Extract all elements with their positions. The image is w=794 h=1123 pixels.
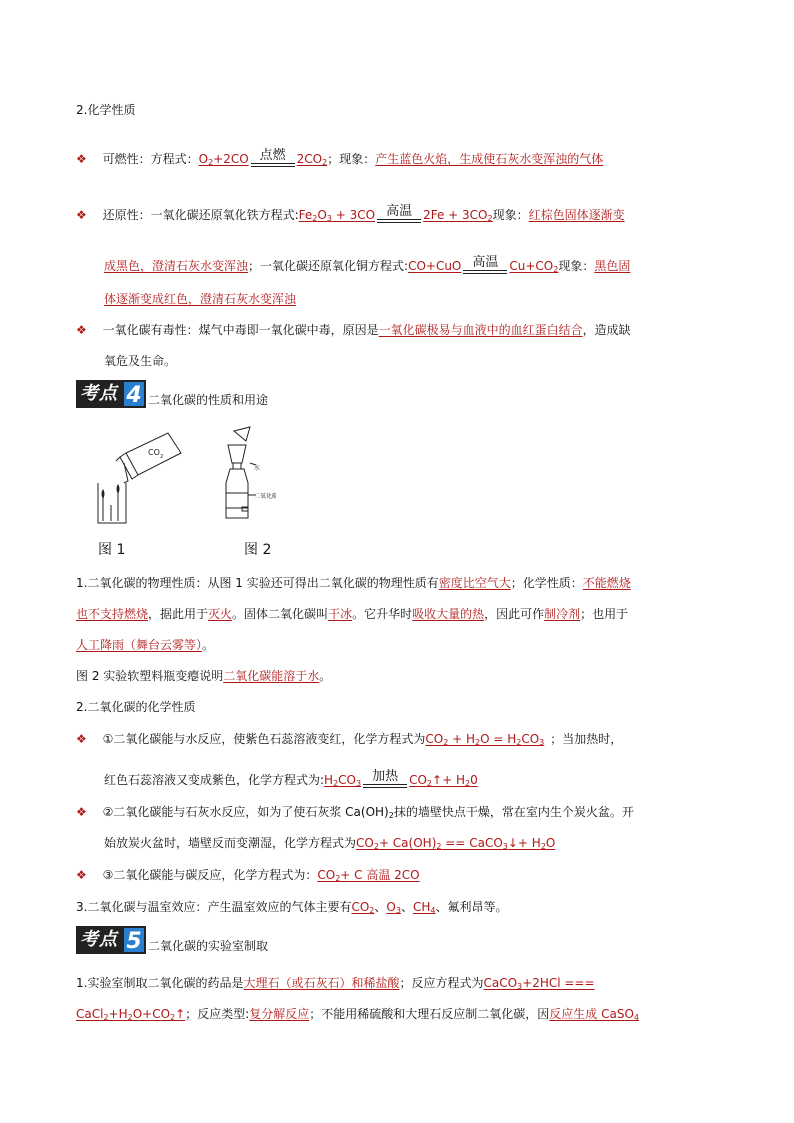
physical-properties-line-2: 也不支持燃烧，据此用于灭火。固体二氧化碳叫干冰。它升华时吸收大量的热，因此可作制冷剂；也用于 [76,607,629,621]
lab-preparation-line-2: $CaCl_2+H_2O+CO_2↑$；反应类型:复分解反应；不能用稀硫酸和大理石反应制二氧化碳，因反应生成 CaSO$_4$ [76,1007,639,1022]
figure-1-caption: 图 1 [98,542,126,558]
flammable-equation-product: $2CO_2$ [296,152,328,167]
co2-water-reaction-line-2: 红色石蕊溶液又变成紫色，化学方程式为$:H_2CO_3$ 加热 $CO_2↑+ H_20$ [104,769,478,788]
physical-properties-line-1: 1.二氧化碳的物理性质：从图 1 实验还可得出二氧化碳的物理性质有密度比空气大；化学性质：不能燃烧 [76,576,631,590]
toxicity-line-1: ❖ 一氧化碳有毒性：煤气中毒即一氧化碳中毒，原因是一氧化碳极易与血液中的血红蛋白结合，造成缺 [76,323,631,337]
condition-high-temp: 高温 [463,256,507,274]
bullet-icon: ❖ [76,152,87,166]
figure-2-explanation: 图 2 实验软塑料瓶变瘪说明二氧化碳能溶于水。 [76,669,332,683]
co2-limewater-line-1: ❖ ②二氧化碳能与石灰水反应，如为了使石灰浆 $Ca(OH)_2$抹的墙壁快点干燥，常在室内生个炭火盆。开 [76,805,634,820]
co2-chemical-heading: 2.二氧化碳的化学性质 [76,700,196,714]
cuo-equation: CO+CuO [408,259,462,273]
reducing-line-3: 体逐渐变成红色，澄清石灰水变浑浊 [104,292,297,306]
flammability-line: ❖ 可燃性：方程式：$O_2+2CO$ 点燃 $2CO_2$；现象：产生蓝色火焰，生成使石灰水变浑浊的气体 [76,148,604,167]
exam-point-badge-4: 考点 4 二氧化碳的性质和用途 [76,380,268,408]
experiment-figures [76,423,276,558]
co2-carbon-reaction-line: ❖ ③二氧化碳能与碳反应，化学方程式为：$CO_2+ C$ 高温 2CO [76,868,420,883]
exam-point-badge-5: 考点 5 二氧化碳的实验室制取 [76,926,268,954]
exam-point-title: 二氧化碳的实验室制取 [148,938,269,953]
bullet-icon: ❖ [76,805,87,819]
svg-text:2: 2 [160,454,164,460]
fig2-co2-label: 二氧化碳 [254,493,276,500]
flammable-equation-reactants: $O_2+2CO$ [198,152,249,167]
condition-heat: 加热 [363,770,407,788]
exam-point-title: 二氧化碳的性质和用途 [148,392,269,407]
co2-water-reaction-line-1: ❖ ①二氧化碳能与水反应，使紫色石蕊溶液变红，化学方程式为$CO_2 + H_2O = H_2CO_3$ ；当加热时， [76,732,623,747]
limewater-equation: $CO_2+ Ca(OH)_2$ == CaCO$_3$↓+ $H_2O$ [356,836,556,851]
toxicity-line-2: 氧危及生命。 [104,354,177,368]
reducing-line-1: ❖ 还原性：一氧化碳还原氧化铁方程式$:Fe_2O_3 + 3CO$ 高温 $2Fe + 3CO_2$现象：红棕色固体逐渐变 [76,204,625,223]
fe2o3-equation: $Fe_2O_3 + 3CO$ [298,208,376,223]
figure-2-caption: 图 2 [244,542,272,558]
bullet-icon: ❖ [76,208,87,222]
reducing-line-2: 成黑色，澄清石灰水变浑浊；一氧化碳还原氧化铜方程式:CO+CuO 高温 $Cu+CO_2$现象：黑色固 [104,255,631,274]
bullet-icon: ❖ [76,868,87,882]
lab-preparation-line-1: 1.实验室制取二氧化碳的药品是大理石（或石灰石）和稀盐酸；反应方程式为CaCO$_3$+2HCl === [76,976,595,991]
flammable-phenomenon: 产生蓝色火焰，生成使石灰水变浑浊的气体 [375,152,604,166]
fig1-co2-label: CO [148,448,160,457]
condition-high-temp: 高温 [377,205,421,223]
bullet-icon: ❖ [76,323,87,337]
bullet-icon: ❖ [76,732,87,746]
co2-carbon-equation: $CO_2+ C$ 高温 2CO [317,868,420,883]
co2-water-equation: $CO_2 + H_2O = H_2CO_3$ [425,732,545,747]
greenhouse-effect-line: 3.二氧化碳与温室效应：产生温室效应的气体主要有$CO_2$、$O_3$、$CH_4$、氟利昂等。 [76,900,508,915]
fig1-beaker-drawing [98,433,181,523]
co2-limewater-line-2: 始放炭火盆时，墙壁反而变潮湿，化学方程式为$CO_2+ Ca(OH)_2$ == CaCO$_3$↓+ $H_2O$ [104,836,556,851]
physical-properties-line-3: 人工降雨（舞台云雾等）。 [76,638,215,652]
fig2-bottle-drawing [226,427,256,518]
condition-ignite: 点燃 [251,149,295,167]
section-heading-chemical-properties: 2.化学性质 [76,103,136,117]
experiment-illustration [76,423,276,558]
fig2-water-label: 水 [254,465,261,472]
